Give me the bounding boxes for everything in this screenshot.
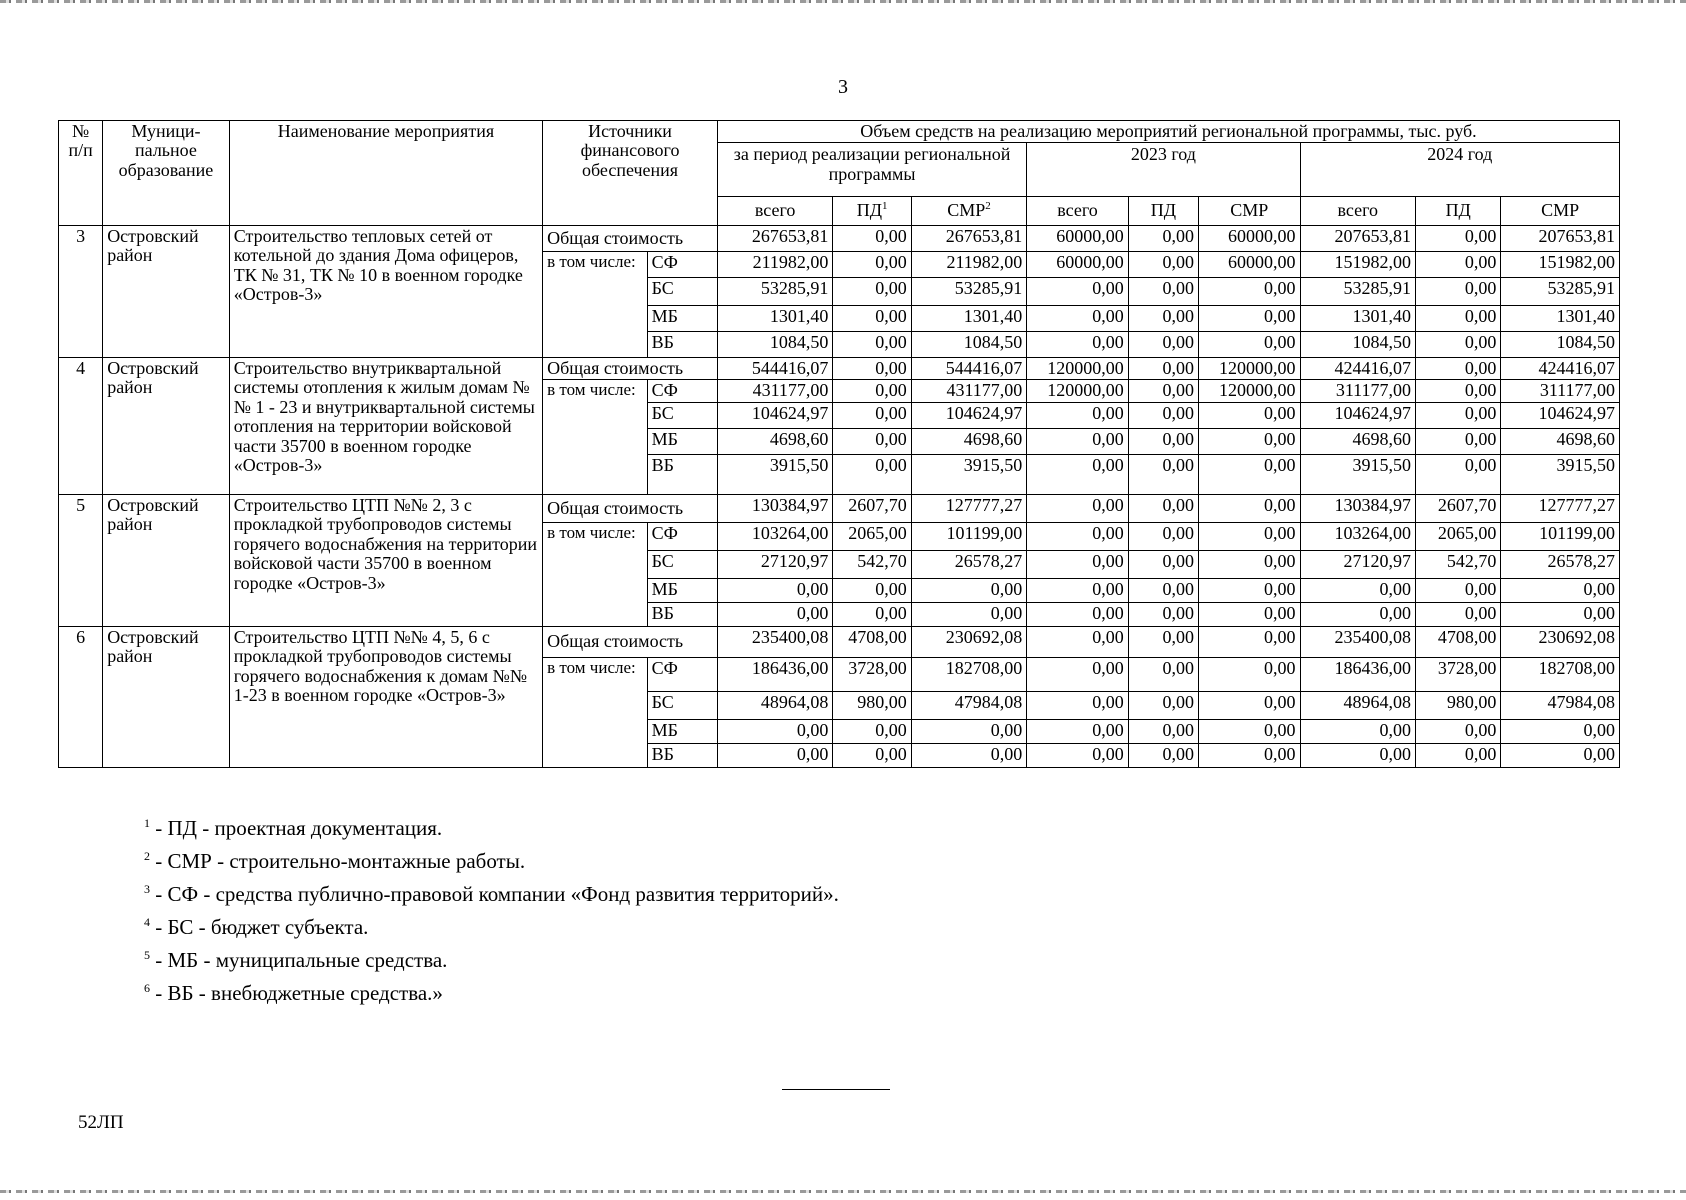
value-cell: 0,00 [1128, 402, 1198, 428]
value-cell: 0,00 [911, 602, 1027, 626]
subheader-smr: СМР [1199, 197, 1300, 225]
value-cell: 104624,97 [717, 402, 833, 428]
value-cell: 0,00 [1501, 743, 1620, 767]
total-cost-label: Общая стоимость [543, 626, 718, 657]
value-cell: 0,00 [833, 454, 911, 494]
source-label: МБ [647, 578, 717, 602]
value-cell: 0,00 [833, 719, 911, 743]
value-cell: 47984,08 [911, 691, 1027, 719]
value-cell: 104624,97 [1501, 402, 1620, 428]
value-cell: 0,00 [1128, 626, 1198, 657]
value-cell: 0,00 [1128, 719, 1198, 743]
value-cell: 0,00 [1027, 691, 1128, 719]
row-event-name: Строительство тепловых сетей от котельной до здания Дома офицеров, ТК № 31, ТК № 10 в военном городке «Остров-3» [229, 225, 542, 357]
value-cell: 0,00 [1416, 305, 1501, 331]
row-event-name: Строительство внутриквартальной системы отопления к жилым домам №№ 1 - 23 и внутриквартальной системы отопления на территории войсковой части 35700 в военном городке «Остров-3» [229, 357, 542, 494]
subheader-smr: СМР$^2$ [911, 197, 1027, 225]
value-cell: 0,00 [1416, 380, 1501, 402]
value-cell: 0,00 [1027, 719, 1128, 743]
value-cell: 48964,08 [1300, 691, 1416, 719]
value-cell: 0,00 [1416, 251, 1501, 277]
value-cell: 2607,70 [833, 494, 911, 522]
value-cell: 182708,00 [1501, 657, 1620, 691]
value-cell: 0,00 [1128, 494, 1198, 522]
header-period-total: за период реализации региональной программы [717, 143, 1026, 197]
value-cell: 4708,00 [833, 626, 911, 657]
subheader-total: всего [1027, 197, 1128, 225]
footnote-text: - ВБ - внебюджетные средства.» [150, 981, 443, 1005]
value-cell: 120000,00 [1027, 357, 1128, 379]
source-label: СФ [647, 657, 717, 691]
value-cell: 0,00 [1199, 578, 1300, 602]
value-cell: 0,00 [833, 602, 911, 626]
value-cell: 151982,00 [1300, 251, 1416, 277]
including-label: в том числе: [543, 251, 647, 357]
value-cell: 47984,08 [1501, 691, 1620, 719]
value-cell: 0,00 [833, 225, 911, 251]
row-number: 6 [59, 626, 103, 767]
source-label: БС [647, 277, 717, 305]
value-cell: 0,00 [1128, 225, 1198, 251]
value-cell: 0,00 [1300, 719, 1416, 743]
value-cell: 103264,00 [1300, 522, 1416, 550]
value-cell: 0,00 [911, 743, 1027, 767]
header-municipality: Муници-пальное образование [103, 121, 230, 226]
value-cell: 0,00 [1027, 454, 1128, 494]
value-cell: 2065,00 [1416, 522, 1501, 550]
row-number: 5 [59, 494, 103, 626]
value-cell: 3915,50 [1501, 454, 1620, 494]
row-municipality: Островский район [103, 225, 230, 357]
value-cell: 0,00 [833, 305, 911, 331]
value-cell: 0,00 [1027, 277, 1128, 305]
value-cell: 3728,00 [833, 657, 911, 691]
header-funding-sources: Источники финансового обеспечения [543, 121, 718, 226]
value-cell: 0,00 [833, 331, 911, 357]
value-cell: 0,00 [1501, 602, 1620, 626]
row-event-name: Строительство ЦТП №№ 4, 5, 6 с прокладкой трубопроводов системы горячего водоснабжения к домам №№ 1-23 в военном городке «Остров-3» [229, 626, 542, 767]
value-cell: 101199,00 [911, 522, 1027, 550]
including-label: в том числе: [543, 380, 647, 494]
value-cell: 120000,00 [1199, 357, 1300, 379]
value-cell: 424416,07 [1300, 357, 1416, 379]
value-cell: 103264,00 [717, 522, 833, 550]
scan-edge-top [0, 0, 1686, 3]
value-cell: 0,00 [717, 719, 833, 743]
value-cell: 267653,81 [911, 225, 1027, 251]
value-cell: 0,00 [1027, 522, 1128, 550]
value-cell: 0,00 [833, 743, 911, 767]
header-funding-volume: Объем средств на реализацию мероприятий региональной программы, тыс. руб. [717, 121, 1619, 143]
value-cell: 104624,97 [1300, 402, 1416, 428]
value-cell: 0,00 [1027, 743, 1128, 767]
value-cell: 0,00 [1300, 602, 1416, 626]
value-cell: 53285,91 [911, 277, 1027, 305]
value-cell: 0,00 [1416, 743, 1501, 767]
source-label: ВБ [647, 743, 717, 767]
value-cell: 127777,27 [911, 494, 1027, 522]
value-cell: 0,00 [1416, 602, 1501, 626]
value-cell: 235400,08 [1300, 626, 1416, 657]
value-cell: 0,00 [1199, 305, 1300, 331]
footnote [144, 911, 839, 944]
footnote [144, 845, 839, 878]
value-cell: 0,00 [717, 578, 833, 602]
value-cell: 0,00 [1027, 305, 1128, 331]
value-cell: 4698,60 [1501, 428, 1620, 454]
value-cell: 424416,07 [1501, 357, 1620, 379]
value-cell: 0,00 [1300, 743, 1416, 767]
value-cell: 211982,00 [911, 251, 1027, 277]
value-cell: 0,00 [833, 357, 911, 379]
value-cell: 0,00 [1027, 626, 1128, 657]
value-cell: 211982,00 [717, 251, 833, 277]
value-cell: 0,00 [1027, 578, 1128, 602]
footnote-text: - ПД - проектная документация. [150, 816, 443, 840]
value-cell: 0,00 [1027, 550, 1128, 578]
value-cell: 53285,91 [717, 277, 833, 305]
value-cell: 1301,40 [717, 305, 833, 331]
value-cell: 311177,00 [1501, 380, 1620, 402]
total-cost-label: Общая стоимость [543, 225, 718, 251]
value-cell: 230692,08 [1501, 626, 1620, 657]
value-cell: 26578,27 [1501, 550, 1620, 578]
source-label: МБ [647, 719, 717, 743]
value-cell: 0,00 [833, 578, 911, 602]
value-cell: 0,00 [1027, 402, 1128, 428]
value-cell: 0,00 [1128, 550, 1198, 578]
value-cell: 1301,40 [911, 305, 1027, 331]
value-cell: 0,00 [1416, 277, 1501, 305]
value-cell: 2065,00 [833, 522, 911, 550]
including-label: в том числе: [543, 522, 647, 626]
value-cell: 130384,97 [1300, 494, 1416, 522]
value-cell: 60000,00 [1199, 251, 1300, 277]
page-number: 3 [838, 76, 848, 98]
value-cell: 53285,91 [1300, 277, 1416, 305]
source-label: БС [647, 550, 717, 578]
financing-table [58, 120, 1620, 768]
row-municipality: Островский район [103, 626, 230, 767]
row-number: 3 [59, 225, 103, 357]
value-cell: 101199,00 [1501, 522, 1620, 550]
value-cell: 544416,07 [717, 357, 833, 379]
value-cell: 544416,07 [911, 357, 1027, 379]
value-cell: 0,00 [1128, 277, 1198, 305]
value-cell: 130384,97 [717, 494, 833, 522]
value-cell: 207653,81 [1300, 225, 1416, 251]
value-cell: 0,00 [1128, 743, 1198, 767]
value-cell: 980,00 [1416, 691, 1501, 719]
value-cell: 27120,97 [717, 550, 833, 578]
value-cell: 0,00 [1416, 331, 1501, 357]
value-cell: 267653,81 [717, 225, 833, 251]
value-cell: 0,00 [833, 251, 911, 277]
value-cell: 186436,00 [1300, 657, 1416, 691]
divider-line [782, 1089, 890, 1090]
value-cell: 0,00 [1416, 402, 1501, 428]
row-municipality: Островский район [103, 357, 230, 494]
subheader-pd: ПД [1128, 197, 1198, 225]
total-cost-label: Общая стоимость [543, 494, 718, 522]
footnotes [144, 812, 839, 1010]
footnote-number: 6 [144, 981, 150, 995]
footnote [144, 812, 839, 845]
source-label: БС [647, 691, 717, 719]
value-cell: 4708,00 [1416, 626, 1501, 657]
value-cell: 1301,40 [1501, 305, 1620, 331]
header-num: № п/п [59, 121, 103, 226]
value-cell: 0,00 [1199, 743, 1300, 767]
value-cell: 0,00 [833, 380, 911, 402]
value-cell: 120000,00 [1027, 380, 1128, 402]
total-cost-label: Общая стоимость [543, 357, 718, 379]
value-cell: 1084,50 [717, 331, 833, 357]
value-cell: 4698,60 [911, 428, 1027, 454]
subheader-total: всего [717, 197, 833, 225]
source-label: ВБ [647, 331, 717, 357]
value-cell: 1084,50 [1300, 331, 1416, 357]
value-cell: 0,00 [833, 402, 911, 428]
value-cell: 0,00 [833, 277, 911, 305]
value-cell: 0,00 [833, 428, 911, 454]
footnote-text: - БС - бюджет субъекта. [150, 915, 369, 939]
value-cell: 151982,00 [1501, 251, 1620, 277]
value-cell: 127777,27 [1501, 494, 1620, 522]
header-year-2024: 2024 год [1300, 143, 1620, 197]
row-municipality: Островский район [103, 494, 230, 626]
value-cell: 0,00 [1199, 522, 1300, 550]
footnote-number: 3 [144, 882, 150, 896]
value-cell: 0,00 [1416, 428, 1501, 454]
value-cell: 0,00 [1027, 657, 1128, 691]
footnote-number: 2 [144, 849, 150, 863]
value-cell: 0,00 [1199, 550, 1300, 578]
value-cell: 0,00 [1128, 657, 1198, 691]
subheader-smr: СМР [1501, 197, 1620, 225]
header-year-2023: 2023 год [1027, 143, 1300, 197]
value-cell: 0,00 [1199, 626, 1300, 657]
value-cell: 27120,97 [1300, 550, 1416, 578]
value-cell: 3915,50 [1300, 454, 1416, 494]
value-cell: 0,00 [911, 578, 1027, 602]
value-cell: 60000,00 [1199, 225, 1300, 251]
value-cell: 26578,27 [911, 550, 1027, 578]
value-cell: 1084,50 [911, 331, 1027, 357]
table-row [59, 357, 1620, 379]
value-cell: 0,00 [1300, 578, 1416, 602]
value-cell: 230692,08 [911, 626, 1027, 657]
source-label: ВБ [647, 454, 717, 494]
value-cell: 431177,00 [911, 380, 1027, 402]
subheader-pd: ПД [1416, 197, 1501, 225]
value-cell: 48964,08 [717, 691, 833, 719]
row-number: 4 [59, 357, 103, 494]
value-cell: 0,00 [1128, 331, 1198, 357]
value-cell: 3915,50 [911, 454, 1027, 494]
footnote-number: 1 [144, 816, 150, 830]
value-cell: 0,00 [1199, 719, 1300, 743]
footnote [144, 878, 839, 911]
source-label: БС [647, 402, 717, 428]
value-cell: 0,00 [1027, 494, 1128, 522]
value-cell: 0,00 [1199, 691, 1300, 719]
value-cell: 0,00 [717, 602, 833, 626]
subheader-total: всего [1300, 197, 1416, 225]
value-cell: 2607,70 [1416, 494, 1501, 522]
value-cell: 3728,00 [1416, 657, 1501, 691]
value-cell: 0,00 [1027, 428, 1128, 454]
value-cell: 182708,00 [911, 657, 1027, 691]
value-cell: 0,00 [1199, 657, 1300, 691]
value-cell: 0,00 [1027, 602, 1128, 626]
value-cell: 0,00 [1501, 578, 1620, 602]
table-row [59, 626, 1620, 657]
subheader-pd: $ПД^1$ [833, 197, 911, 225]
scan-edge-bottom [0, 1190, 1686, 1193]
value-cell: 0,00 [911, 719, 1027, 743]
value-cell: 311177,00 [1300, 380, 1416, 402]
value-cell: 60000,00 [1027, 225, 1128, 251]
including-label: в том числе: [543, 657, 647, 767]
value-cell: 0,00 [1199, 602, 1300, 626]
header-event-name: Наименование мероприятия [229, 121, 542, 226]
value-cell: 0,00 [1128, 357, 1198, 379]
footnote-text: - МБ - муниципальные средства. [150, 948, 448, 972]
value-cell: 1084,50 [1501, 331, 1620, 357]
table-row [59, 494, 1620, 522]
value-cell: 104624,97 [911, 402, 1027, 428]
source-label: МБ [647, 428, 717, 454]
document-code: 52ЛП [78, 1112, 124, 1133]
value-cell: 0,00 [1128, 380, 1198, 402]
value-cell: 53285,91 [1501, 277, 1620, 305]
table-body [59, 225, 1620, 767]
value-cell: 207653,81 [1501, 225, 1620, 251]
footnote-number: 5 [144, 948, 150, 962]
value-cell: 0,00 [1128, 428, 1198, 454]
value-cell: 0,00 [1199, 331, 1300, 357]
value-cell: 0,00 [1128, 454, 1198, 494]
footnote-text: - СФ - средства публично-правовой компании «Фонд развития территорий». [150, 882, 839, 906]
value-cell: 4698,60 [1300, 428, 1416, 454]
value-cell: 0,00 [1199, 494, 1300, 522]
value-cell: 3915,50 [717, 454, 833, 494]
value-cell: 0,00 [1416, 454, 1501, 494]
table-row [59, 225, 1620, 251]
value-cell: 542,70 [1416, 550, 1501, 578]
value-cell: 0,00 [1128, 578, 1198, 602]
source-label: МБ [647, 305, 717, 331]
value-cell: 60000,00 [1027, 251, 1128, 277]
header-row-1 [59, 121, 1620, 143]
value-cell: 1301,40 [1300, 305, 1416, 331]
value-cell: 0,00 [1416, 357, 1501, 379]
value-cell: 0,00 [1416, 225, 1501, 251]
source-label: ВБ [647, 602, 717, 626]
value-cell: 0,00 [1128, 305, 1198, 331]
footnote-number: 4 [144, 915, 150, 929]
value-cell: 542,70 [833, 550, 911, 578]
value-cell: 4698,60 [717, 428, 833, 454]
value-cell: 0,00 [1199, 428, 1300, 454]
source-label: СФ [647, 251, 717, 277]
footnote [144, 977, 839, 1010]
footnote-text: - СМР - строительно-монтажные работы. [150, 849, 526, 873]
value-cell: 0,00 [717, 743, 833, 767]
value-cell: 0,00 [1416, 578, 1501, 602]
value-cell: 980,00 [833, 691, 911, 719]
value-cell: 0,00 [1416, 719, 1501, 743]
source-label: СФ [647, 380, 717, 402]
value-cell: 235400,08 [717, 626, 833, 657]
value-cell: 0,00 [1501, 719, 1620, 743]
footnote [144, 944, 839, 977]
value-cell: 0,00 [1199, 277, 1300, 305]
value-cell: 120000,00 [1199, 380, 1300, 402]
value-cell: 0,00 [1128, 251, 1198, 277]
value-cell: 0,00 [1027, 331, 1128, 357]
value-cell: 0,00 [1128, 602, 1198, 626]
value-cell: 0,00 [1199, 402, 1300, 428]
value-cell: 186436,00 [717, 657, 833, 691]
value-cell: 0,00 [1128, 522, 1198, 550]
row-event-name: Строительство ЦТП №№ 2, 3 с прокладкой трубопроводов системы горячего водоснабжения на территории войсковой части 35700 в военном городке «Остров-3» [229, 494, 542, 626]
source-label: СФ [647, 522, 717, 550]
value-cell: 431177,00 [717, 380, 833, 402]
value-cell: 0,00 [1128, 691, 1198, 719]
value-cell: 0,00 [1199, 454, 1300, 494]
